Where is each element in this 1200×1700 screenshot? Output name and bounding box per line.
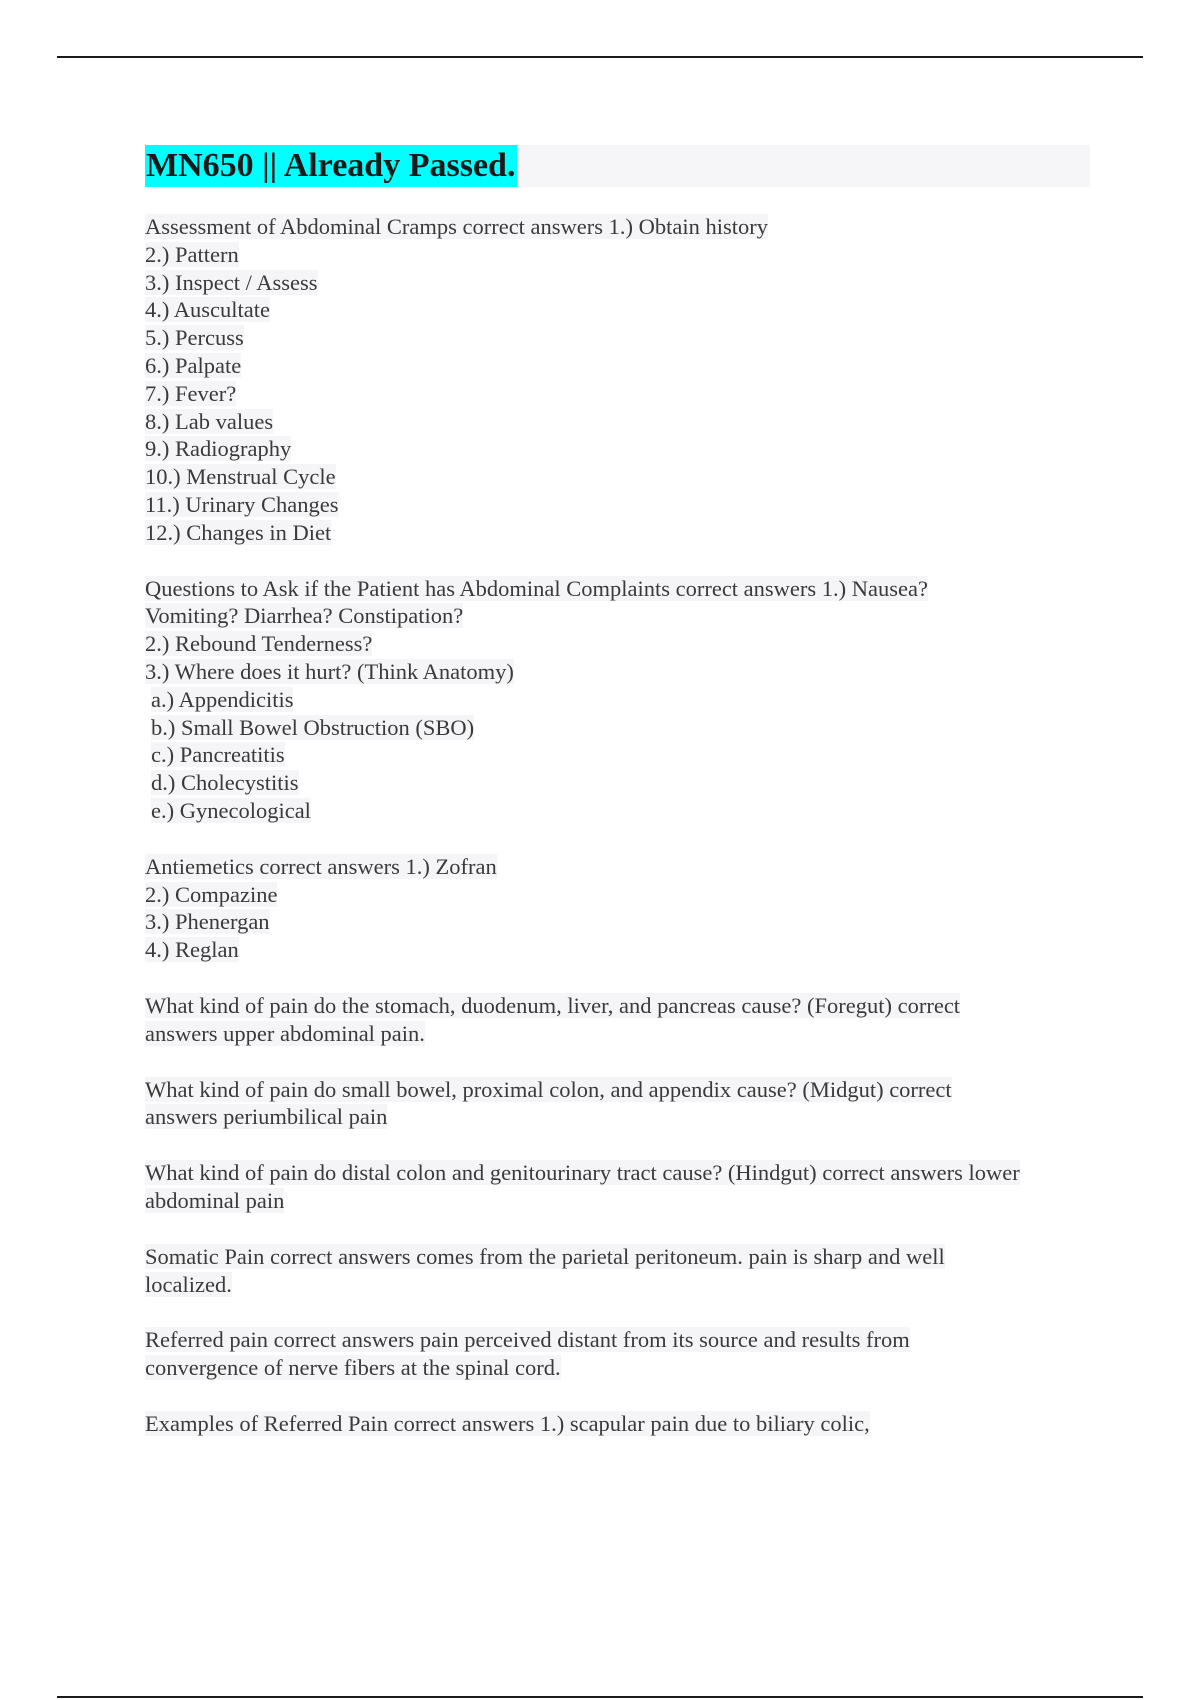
text-line-content: b.) Small Bowel Obstruction (SBO) — [151, 714, 475, 740]
text-line — [145, 1354, 1090, 1382]
qa-section — [145, 1159, 1090, 1215]
text-line-content: 2.) Pattern — [145, 241, 239, 267]
text-line — [145, 686, 1090, 714]
text-line — [145, 519, 1090, 547]
qa-section — [145, 213, 1090, 547]
text-line-content: c.) Pancreatitis — [151, 742, 285, 768]
text-line-content: 2.) Rebound Tenderness? — [145, 631, 373, 657]
text-line — [145, 992, 1090, 1020]
text-line-content: convergence of nerve fibers at the spinal cord. — [145, 1355, 561, 1381]
text-line-content: 2.) Compazine — [145, 881, 278, 907]
text-line — [145, 936, 1090, 964]
text-line — [145, 575, 1090, 603]
text-line — [145, 602, 1090, 630]
text-line — [145, 630, 1090, 658]
text-line — [145, 269, 1090, 297]
text-line-content: Assessment of Abdominal Cramps correct answers 1.) Obtain history — [145, 214, 769, 239]
document-title: MN650 || Already Passed. — [145, 145, 517, 187]
text-line — [145, 491, 1090, 519]
text-line — [145, 853, 1090, 881]
text-line — [145, 908, 1090, 936]
text-line — [145, 1243, 1090, 1271]
text-line — [145, 1076, 1090, 1104]
text-line — [145, 1271, 1090, 1299]
text-line-content: answers periumbilical pain — [145, 1104, 388, 1130]
text-line-content: a.) Appendicitis — [151, 686, 294, 712]
text-line — [145, 714, 1090, 742]
text-line — [145, 881, 1090, 909]
text-line-content: 12.) Changes in Diet — [145, 519, 332, 545]
text-line-content: 6.) Palpate — [145, 352, 242, 378]
text-line — [145, 1020, 1090, 1048]
document-page — [145, 145, 1090, 1466]
text-line-content: 9.) Radiography — [145, 436, 292, 462]
text-line — [145, 1103, 1090, 1131]
text-line-content: 8.) Lab values — [145, 408, 274, 434]
title-band — [145, 145, 1090, 187]
qa-section — [145, 1326, 1090, 1382]
page-bottom-rule — [57, 1696, 1143, 1698]
text-line-content: 3.) Phenergan — [145, 909, 270, 935]
text-line-content: 3.) Where does it hurt? (Think Anatomy) — [145, 658, 514, 684]
text-line — [145, 1410, 1090, 1438]
text-line — [145, 1159, 1090, 1187]
text-line-content: Vomiting? Diarrhea? Constipation? — [145, 603, 464, 629]
text-line-content: 7.) Fever? — [145, 380, 237, 406]
text-line — [145, 463, 1090, 491]
text-line — [145, 408, 1090, 436]
text-line — [145, 241, 1090, 269]
text-line-content: localized. — [145, 1271, 232, 1297]
text-line — [145, 352, 1090, 380]
text-line-content: d.) Cholecystitis — [151, 770, 299, 796]
qa-section — [145, 1243, 1090, 1299]
text-line — [145, 435, 1090, 463]
qa-section — [145, 853, 1090, 964]
qa-section — [145, 992, 1090, 1048]
text-line — [145, 769, 1090, 797]
document-body — [145, 213, 1090, 1438]
text-line — [145, 380, 1090, 408]
text-line-content: 11.) Urinary Changes — [145, 491, 339, 517]
text-line-content: e.) Gynecological — [151, 797, 311, 823]
text-line-content: 3.) Inspect / Assess — [145, 269, 318, 295]
text-line — [145, 296, 1090, 324]
text-line — [145, 1326, 1090, 1354]
qa-section — [145, 1410, 1090, 1438]
text-line — [145, 213, 1090, 241]
text-line-content: Questions to Ask if the Patient has Abdominal Complaints correct answers 1.) Nausea? — [145, 575, 928, 601]
qa-section — [145, 575, 1090, 825]
text-line-content: 4.) Reglan — [145, 937, 239, 963]
text-line-content: Somatic Pain correct answers comes from the parietal peritoneum. pain is sharp and well — [145, 1243, 945, 1269]
text-line-content: Referred pain correct answers pain perceived distant from its source and results from — [145, 1327, 910, 1353]
text-line-content: What kind of pain do small bowel, proximal colon, and appendix cause? (Midgut) correct — [145, 1076, 952, 1102]
text-line — [145, 1187, 1090, 1215]
text-line-content: 5.) Percuss — [145, 325, 244, 351]
text-line-content: abdominal pain — [145, 1187, 285, 1213]
text-line — [145, 658, 1090, 686]
text-line-content: What kind of pain do distal colon and genitourinary tract cause? (Hindgut) correct answers lower — [145, 1160, 1020, 1186]
text-line-content: Antiemetics correct answers 1.) Zofran — [145, 853, 497, 879]
text-line-content: What kind of pain do the stomach, duodenum, liver, and pancreas cause? (Foregut) correct — [145, 992, 961, 1018]
page-top-rule — [57, 56, 1143, 58]
text-line — [145, 741, 1090, 769]
qa-section — [145, 1076, 1090, 1132]
text-line-content: answers upper abdominal pain. — [145, 1020, 425, 1046]
text-line-content: 4.) Auscultate — [145, 297, 270, 323]
text-line — [145, 797, 1090, 825]
text-line — [145, 324, 1090, 352]
text-line-content: Examples of Referred Pain correct answers 1.) scapular pain due to biliary colic, — [145, 1410, 870, 1436]
text-line-content: 10.) Menstrual Cycle — [145, 464, 336, 490]
